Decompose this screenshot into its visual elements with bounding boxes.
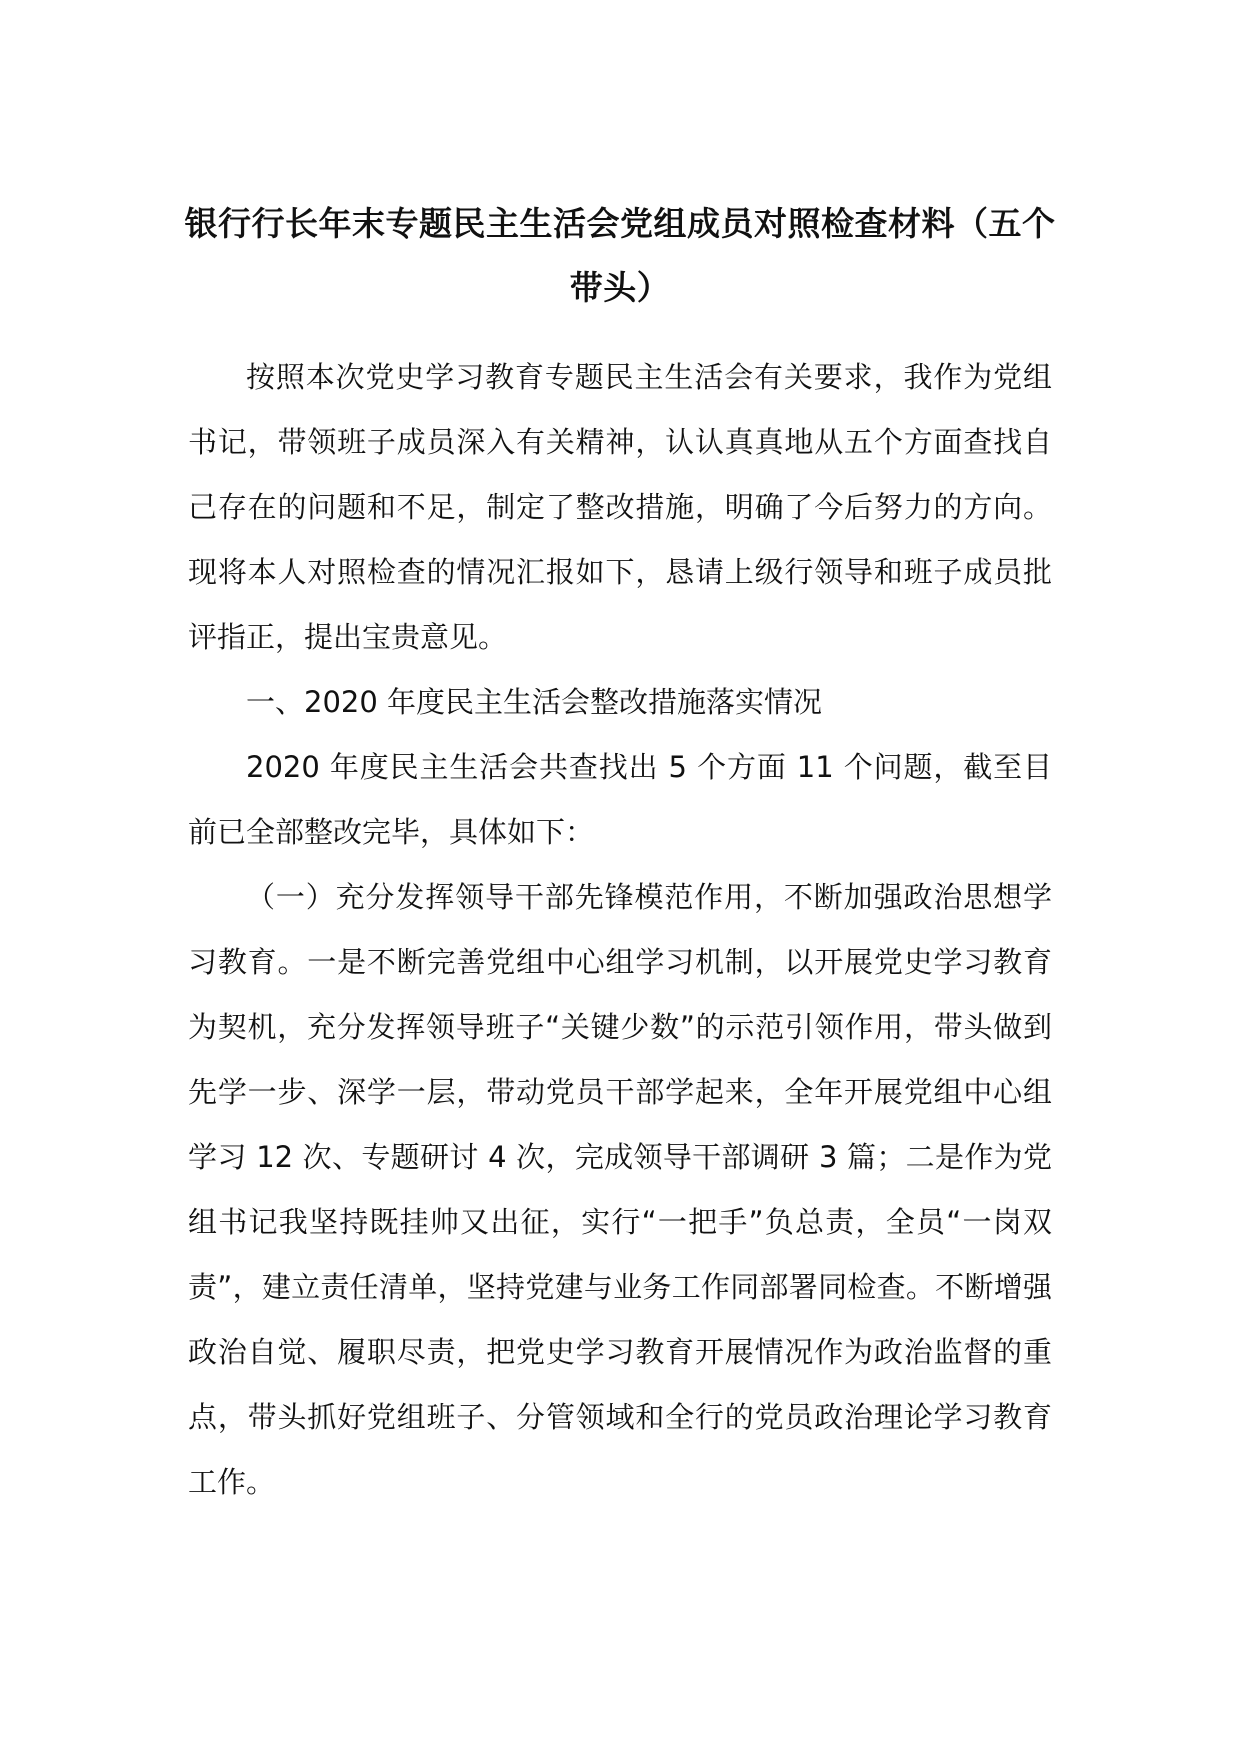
paragraph-item-1: （一）充分发挥领导干部先锋模范作用，不断加强政治思想学习教育。一是不断完善党组中心组学习机制，以开展党史学习教育为契机，充分发挥领导班子“关键少数”的示范引领作用，带头做到先学一步、深学一层，带动党员干部学起来，全年开展党组中心组学习 12 次、专题研讨 4 次，完成领导干部调研 3 篇；二是作为党组书记我坚持既挂帅又出征，实行“一把手”负总责，全员“一岗双责”，建立责任清单，坚持党建与业务工作同部署同检查。不断增强政治自觉、履职尽责，把党史学习教育开展情况作为政治监督的重点，带头抓好党组班子、分管领域和全行的党员政治理论学习教育工作。 (188, 880, 1052, 1499)
section-heading-1: 一、2020 年度民主生活会整改措施落实情况 (246, 685, 823, 719)
paragraph-intro: 按照本次党史学习教育专题民主生活会有关要求，我作为党组书记，带领班子成员深入有关精神，认认真真地从五个方面查找自己存在的问题和不足，制定了整改措施，明确了今后努力的方向。现将本人对照检查的情况汇报如下，恳请上级行领导和班子成员批评指正，提出宝贵意见。 (188, 360, 1052, 654)
paragraph-summary: 2020 年度民主生活会共查找出 5 个方面 11 个问题，截至目前已全部整改完毕，具体如下： (188, 750, 1052, 849)
document-title: 银行行长年末专题民主生活会党组成员对照检查材料（五个带头） (184, 204, 1056, 307)
document-body (188, 345, 1052, 1515)
